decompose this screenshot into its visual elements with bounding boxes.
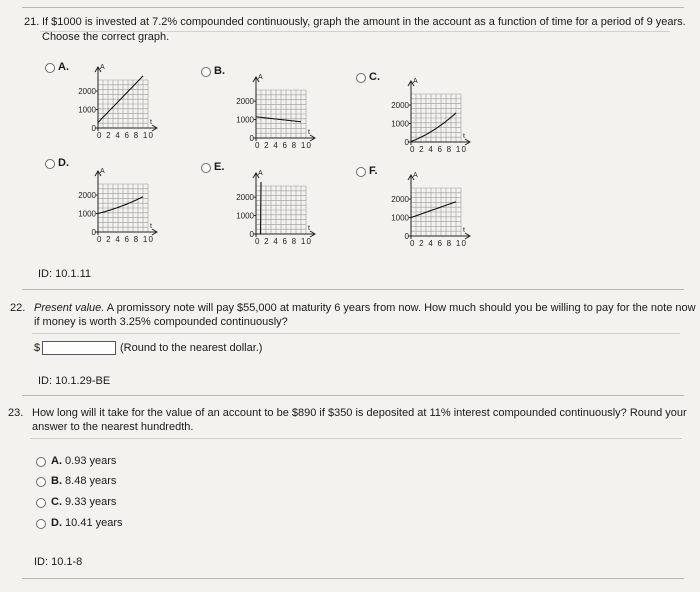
q21-option-label: F. <box>369 165 378 177</box>
graph-curve <box>98 197 143 214</box>
x-tick-labels: 0 2 4 6 8 10 <box>410 239 466 248</box>
q21-option-label: D. <box>58 157 69 169</box>
q23-divider <box>30 438 682 439</box>
q23-option-value: 8.48 years <box>62 475 117 487</box>
q23-option-value: 0.93 years <box>62 455 117 467</box>
q21-bottom-divider <box>22 289 684 290</box>
y-tick-label: 1000 <box>78 105 96 115</box>
graph-curve <box>256 117 301 122</box>
q21-option-radio-b[interactable] <box>201 67 211 77</box>
x-tick-labels: 0 2 4 6 8 10 <box>410 145 466 154</box>
q23-option-letter: D. <box>51 517 62 529</box>
q21-option-radio-e[interactable] <box>201 163 211 173</box>
y-tick-label: 1000 <box>391 119 409 129</box>
x-axis-label: t <box>308 225 310 232</box>
q22-present-value-label: Present value. <box>34 302 105 314</box>
y-axis-label: A <box>100 168 105 175</box>
q21-option-label: A. <box>58 61 69 73</box>
q22-question-line1 <box>34 301 696 315</box>
q21-id: ID: 10.1.11 <box>38 268 91 280</box>
q22-answer-input[interactable] <box>42 341 116 355</box>
graph-curve <box>261 182 262 234</box>
y-axis-label: A <box>100 64 105 71</box>
q23-id: ID: 10.1-8 <box>34 556 83 568</box>
q23-option-text[interactable] <box>51 496 116 508</box>
q23-option-radio-b[interactable] <box>36 477 46 487</box>
y-axis-label: A <box>413 172 418 179</box>
q23-option-value: 9.33 years <box>62 496 117 508</box>
y-tick-label: 0 <box>91 228 96 237</box>
q22-divider <box>32 333 680 334</box>
x-tick-labels: 0 2 4 6 8 10 <box>97 131 153 140</box>
q21-instruction: Choose the correct graph. <box>42 31 170 43</box>
y-tick-label: 2000 <box>391 195 409 205</box>
y-tick-label: 1000 <box>236 211 254 221</box>
y-axis-label: A <box>258 74 263 81</box>
y-tick-label: 2000 <box>78 191 96 201</box>
q23-option-radio-c[interactable] <box>36 498 46 508</box>
y-tick-label: 1000 <box>236 115 254 125</box>
x-axis-label: t <box>463 227 465 234</box>
y-tick-label: 2000 <box>236 97 254 107</box>
y-tick-label: 0 <box>91 124 96 133</box>
y-axis-label: A <box>413 78 418 85</box>
q23-option-radio-a[interactable] <box>36 457 46 467</box>
top-divider <box>22 7 684 8</box>
x-tick-labels: 0 2 4 6 8 10 <box>255 141 311 150</box>
q22-question-body: A promissory note will pay $55,000 at maturity 6 years from now. How much should you be willing to pay for the note now <box>104 302 696 314</box>
graph-svg <box>228 164 314 254</box>
graph-svg <box>228 68 314 158</box>
x-axis-label: t <box>463 133 465 140</box>
q23-question-line2: answer to the nearest hundredth. <box>32 421 194 433</box>
y-tick-label: 0 <box>404 138 409 147</box>
q21-option-radio-f[interactable] <box>356 167 366 177</box>
x-axis-label: t <box>150 223 152 230</box>
x-tick-labels: 0 2 4 6 8 10 <box>255 237 311 246</box>
q21-option-label: C. <box>369 71 380 83</box>
q21-option-radio-d[interactable] <box>45 159 55 169</box>
q21-question-text: If $1000 is invested at 7.2% compounded continuously, graph the amount in the account as a function of time for a period of 9 years. <box>42 16 686 28</box>
q22-id: ID: 10.1.29-BE <box>38 375 111 387</box>
y-tick-label: 0 <box>249 230 254 239</box>
q22-currency-symbol: $ <box>34 342 41 354</box>
q21-number: 21. <box>24 16 40 28</box>
q21-graph-d <box>70 162 156 255</box>
q21-graph-a <box>70 58 156 151</box>
q21-graph-b <box>228 68 314 161</box>
q21-graph-f <box>383 166 469 259</box>
y-tick-label: 2000 <box>236 193 254 203</box>
graph-svg <box>70 162 156 252</box>
x-tick-labels: 0 2 4 6 8 10 <box>97 235 153 244</box>
q21-option-label: B. <box>214 65 225 77</box>
q21-graph-e <box>228 164 314 257</box>
y-tick-label: 0 <box>404 232 409 241</box>
graph-svg <box>383 72 469 162</box>
q21-graph-c <box>383 72 469 165</box>
q23-option-radio-d[interactable] <box>36 519 46 529</box>
q23-option-text[interactable] <box>51 475 116 487</box>
graph-svg <box>70 58 156 148</box>
q23-option-text[interactable] <box>51 517 123 529</box>
q23-option-letter: A. <box>51 455 62 467</box>
y-tick-label: 1000 <box>391 213 409 223</box>
q23-option-letter: B. <box>51 475 62 487</box>
q23-number: 23. <box>8 407 24 419</box>
q21-option-radio-c[interactable] <box>356 73 366 83</box>
q22-number: 22. <box>10 302 26 314</box>
y-tick-label: 0 <box>249 134 254 143</box>
x-axis-label: t <box>150 119 152 126</box>
q23-bottom-divider <box>22 578 684 579</box>
q23-option-value: 10.41 years <box>62 517 123 529</box>
y-tick-label: 2000 <box>78 87 96 97</box>
y-tick-label: 2000 <box>391 101 409 111</box>
q22-rounding-hint: (Round to the nearest dollar.) <box>120 342 263 354</box>
graph-curve <box>411 202 456 218</box>
x-axis-label: t <box>308 129 310 136</box>
q23-question-line1: How long will it take for the value of an account to be $890 if $350 is deposited at 11% interest compounded continuously? Round your <box>32 407 687 419</box>
q21-option-radio-a[interactable] <box>45 63 55 73</box>
q22-bottom-divider <box>22 395 684 396</box>
q23-option-letter: C. <box>51 496 62 508</box>
q21-option-label: E. <box>214 161 225 173</box>
graph-svg <box>383 166 469 256</box>
q22-question-line2: if money is worth 3.25% compounded continuously? <box>34 316 288 328</box>
y-axis-label: A <box>258 170 263 177</box>
y-tick-label: 1000 <box>78 209 96 219</box>
q23-option-text[interactable] <box>51 455 116 467</box>
